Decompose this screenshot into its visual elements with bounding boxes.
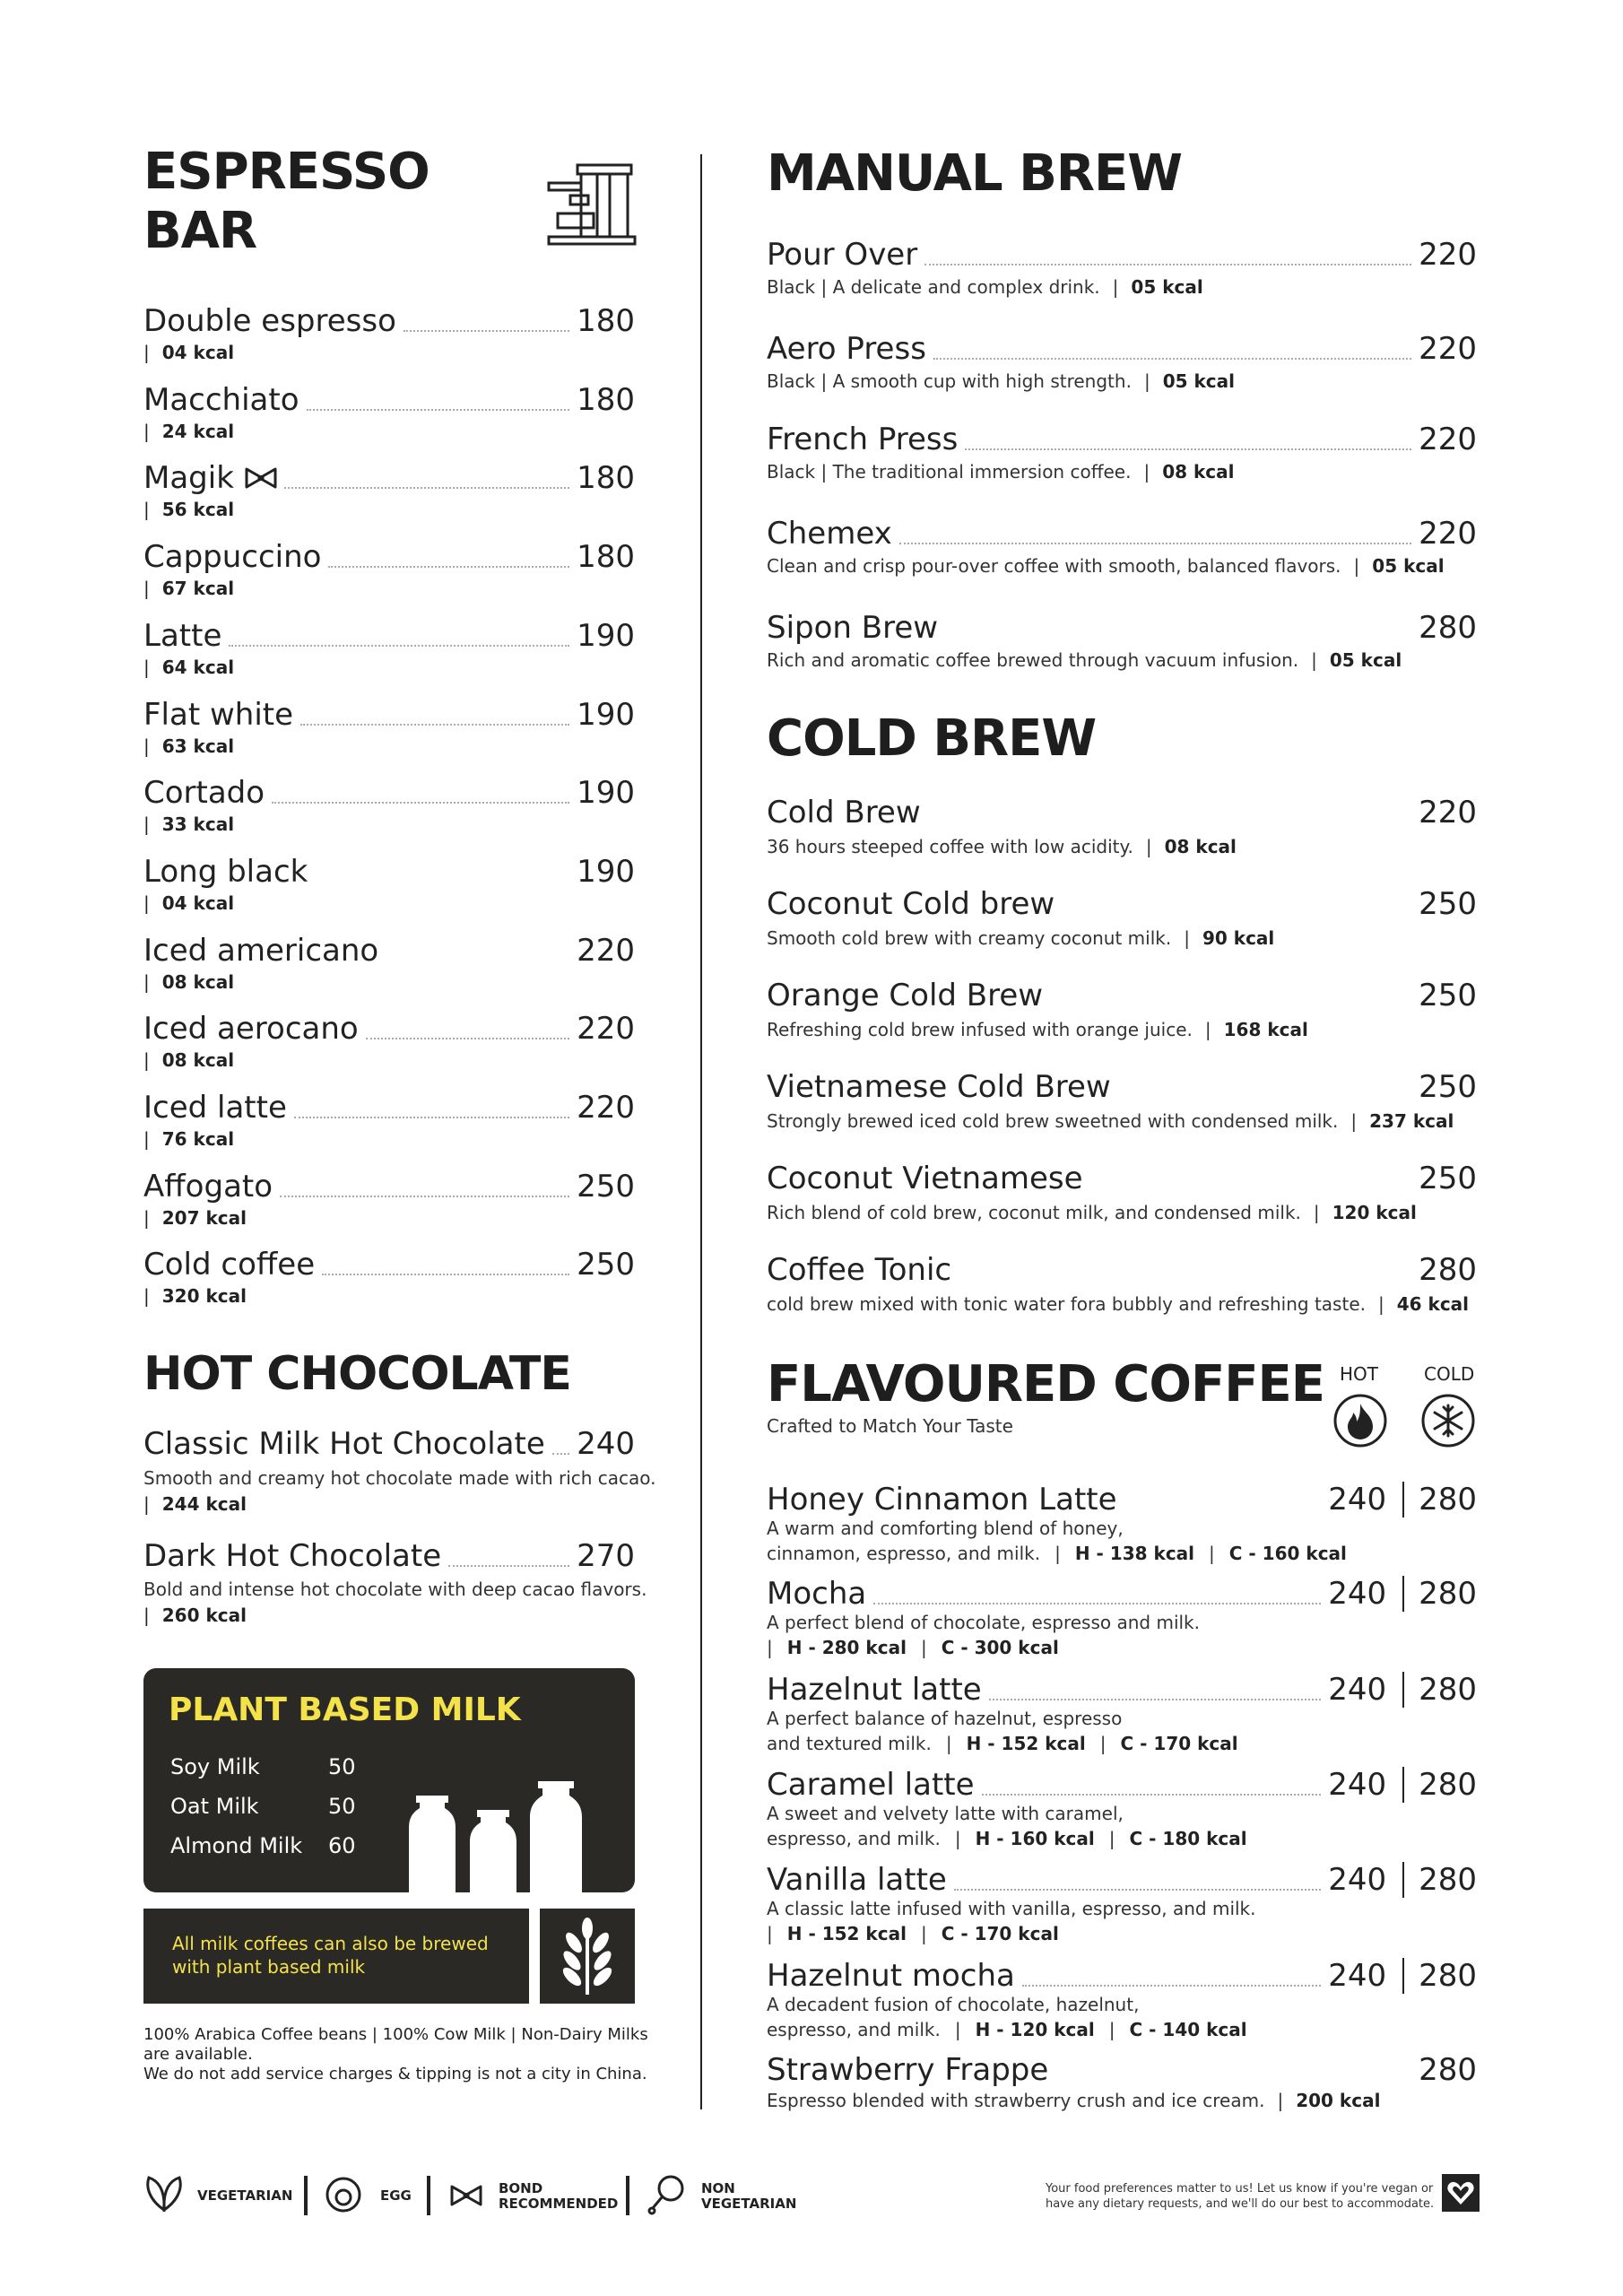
price-divider [1402, 1958, 1404, 1994]
item-description: cold brew mixed with tonic water fora bubbly and refreshing taste. | 46 kcal [767, 1293, 1470, 1315]
menu-item [143, 1426, 635, 1462]
hot-price: 240 [1328, 1767, 1387, 1803]
item-kcal: | 67 kcal [143, 578, 235, 600]
item-kcal: | 207 kcal [143, 1206, 247, 1229]
item-name: Iced americano [143, 932, 379, 969]
item-kcal: | H - 280 kcal | C - 300 kcal [767, 1637, 1059, 1658]
dot-leader [1022, 1985, 1321, 1987]
item-description: Strongly brewed iced cold brew sweetned with condensed milk. | 237 kcal [767, 1110, 1454, 1132]
item-description: A perfect balance of hazelnut, espresso [767, 1708, 1123, 1729]
item-name: Hazelnut latte [767, 1672, 982, 1708]
menu-item [143, 1247, 635, 1283]
item-price: 190 [577, 696, 635, 733]
item-kcal: | 04 kcal [143, 891, 235, 914]
plant-milk-box [143, 1668, 635, 1892]
item-description: A perfect blend of chocolate, espresso and milk. [767, 1612, 1200, 1633]
menu-item [767, 237, 1477, 273]
egg-icon [325, 2176, 362, 2213]
plant-milk-name: Oat Milk [170, 1794, 259, 1819]
legend-nonveg-2: VEGETARIAN [701, 2196, 797, 2212]
legend-vegetarian: VEGETARIAN [197, 2187, 293, 2204]
plant-note-box [143, 1909, 529, 2004]
item-name: Iced latte [143, 1090, 287, 1126]
item-price: 220 [577, 1090, 635, 1126]
flavoured-title: FLAVOURED COFFEE [767, 1355, 1324, 1413]
item-price: 220 [577, 932, 635, 969]
dot-leader [989, 1699, 1321, 1700]
bow-tie-icon [450, 2185, 482, 2206]
dot-leader [294, 1117, 569, 1118]
bow-tie-icon [245, 467, 277, 489]
price-divider [1402, 1672, 1404, 1708]
menu-item [143, 854, 635, 890]
footnote-line2: are available. [143, 2045, 253, 2064]
item-price: 250 [1419, 886, 1477, 922]
plant-note: All milk coffees can also be brewed with plant based milk [172, 1933, 489, 1978]
hot-price: 240 [1328, 1958, 1387, 1994]
item-name: Vanilla latte [767, 1862, 947, 1898]
dot-leader [404, 330, 569, 332]
item-name: Coconut Vietnamese [767, 1161, 1083, 1196]
item-name: Aero Press [767, 331, 926, 367]
item-description: Smooth cold brew with creamy coconut milk. | 90 kcal [767, 927, 1275, 949]
item-price: 280 [1419, 610, 1477, 646]
dot-leader [965, 448, 1411, 450]
legend-egg: EGG [380, 2187, 412, 2204]
cold-price: 280 [1419, 1862, 1477, 1898]
item-name: Strawberry Frappe [767, 2052, 1049, 2088]
menu-item [143, 775, 635, 811]
item-description: A classic latte infused with vanilla, espresso, and milk. [767, 1898, 1256, 1919]
cold-price: 280 [1419, 1767, 1477, 1803]
item-description: Clean and crisp pour-over coffee with smooth, balanced flavors. | 05 kcal [767, 555, 1445, 577]
item-description: 36 hours steeped coffee with low acidity. | 08 kcal [767, 836, 1237, 857]
flavoured-subtitle: Crafted to Match Your Taste [767, 1415, 1013, 1437]
item-name: Cappuccino [143, 539, 322, 576]
item-name: Magik [143, 460, 234, 497]
item-name: Long black [143, 853, 308, 890]
menu-item [143, 1090, 635, 1126]
dot-leader [873, 1603, 1321, 1605]
item-kcal: | 24 kcal [143, 420, 235, 442]
dot-leader [933, 358, 1411, 360]
item-kcal: | 260 kcal [143, 1605, 247, 1626]
item-name: Coconut Cold brew [767, 886, 1055, 922]
item-description: A warm and comforting blend of honey, [767, 1518, 1124, 1539]
menu-item [143, 382, 635, 418]
menu-item [767, 422, 1477, 457]
plant-milk-name: Almond Milk [170, 1833, 303, 1858]
menu-item [143, 618, 635, 654]
legend-bond-1: BOND [499, 2180, 543, 2196]
item-price: 180 [577, 303, 635, 339]
item-description: Black | A smooth cup with high strength. | 05 kcal [767, 370, 1235, 392]
item-price: 220 [1419, 795, 1477, 831]
cold-price: 280 [1419, 1958, 1477, 1994]
item-description: Refreshing cold brew infused with orange juice. | 168 kcal [767, 1019, 1308, 1040]
item-kcal: espresso, and milk. | H - 160 kcal | C - 180 kcal [767, 1828, 1247, 1849]
item-name: Honey Cinnamon Latte [767, 1482, 1117, 1518]
item-price: 220 [1419, 237, 1477, 273]
menu-item [143, 1011, 635, 1047]
dot-leader [280, 1196, 569, 1197]
item-name: Iced aerocano [143, 1011, 359, 1048]
item-name: Hazelnut mocha [767, 1958, 1015, 1994]
item-name: Macchiato [143, 381, 299, 418]
item-description: Smooth and creamy hot chocolate made with rich cacao. [143, 1467, 656, 1489]
item-price: 250 [1419, 1161, 1477, 1196]
cold-brew-title: COLD BREW [767, 709, 1097, 768]
menu-item [767, 331, 1477, 367]
dot-leader [954, 1889, 1321, 1891]
item-price: 180 [577, 460, 635, 497]
dot-leader [982, 1794, 1322, 1796]
item-name: Vietnamese Cold Brew [767, 1069, 1111, 1105]
item-price: 280 [1419, 1252, 1477, 1288]
cold-snowflake-icon [1420, 1393, 1476, 1448]
item-price: 220 [577, 1011, 635, 1048]
price-divider [1402, 1862, 1404, 1898]
plant-milk-price: 50 [328, 1794, 356, 1819]
column-divider [700, 154, 702, 2109]
item-name: Cortado [143, 775, 265, 812]
plant-milk-price: 50 [328, 1754, 356, 1779]
item-kcal: | 08 kcal [143, 970, 235, 993]
item-kcal: | 76 kcal [143, 1128, 235, 1150]
espresso-title-line2: BAR [143, 202, 257, 260]
item-name: Classic Milk Hot Chocolate [143, 1426, 545, 1462]
drumstick-icon [647, 2174, 685, 2215]
manual-brew-title: MANUAL BREW [767, 144, 1183, 203]
menu-item [767, 1252, 1477, 1288]
menu-item [767, 516, 1477, 552]
dot-leader [307, 409, 570, 411]
item-kcal: | 04 kcal [143, 342, 235, 363]
item-name: Cold coffee [143, 1247, 316, 1283]
cold-price: 280 [1419, 1576, 1477, 1612]
menu-item [143, 460, 635, 496]
item-description: Black | A delicate and complex drink. | 05 kcal [767, 276, 1203, 298]
menu-item [767, 610, 1477, 646]
dot-leader [448, 1565, 569, 1567]
item-price: 250 [1419, 978, 1477, 1013]
price-divider [1402, 1767, 1404, 1803]
dot-leader [552, 1453, 569, 1455]
item-description: Bold and intense hot chocolate with deep cacao flavors. [143, 1578, 647, 1600]
item-description: Black | The traditional immersion coffee. | 08 kcal [767, 461, 1235, 483]
dot-leader [366, 1038, 569, 1039]
item-kcal: | 320 kcal [143, 1285, 247, 1308]
item-price: 280 [1419, 2052, 1477, 2088]
item-price: 250 [1419, 1069, 1477, 1105]
item-name: Latte [143, 617, 222, 654]
cold-price: 280 [1419, 1672, 1477, 1708]
item-price: 220 [1419, 422, 1477, 457]
item-name: Flat white [143, 696, 294, 733]
preference-note-2: have any dietary requests, and we'll do our best to accommodate. [1046, 2197, 1435, 2211]
footnote-line1: 100% Arabica Coffee beans | 100% Cow Milk | Non-Dairy Milks [143, 2025, 648, 2044]
wheat-icon [556, 1918, 619, 1995]
item-name: Sipon Brew [767, 610, 939, 646]
item-description: Rich and aromatic coffee brewed through vacuum infusion. | 05 kcal [767, 649, 1402, 671]
hot-label: HOT [1340, 1363, 1378, 1385]
legend-bond-2: RECOMMENDED [499, 2196, 619, 2212]
espresso-title-line1: ESPRESSO [143, 143, 430, 201]
legend-separator [427, 2176, 430, 2215]
item-kcal: | H - 152 kcal | C - 170 kcal [767, 1923, 1059, 1944]
item-name: Dark Hot Chocolate [143, 1538, 442, 1574]
cold-label: COLD [1424, 1363, 1475, 1385]
hot-flame-icon [1332, 1393, 1388, 1448]
price-divider [1402, 1482, 1404, 1518]
hot-price: 240 [1328, 1482, 1387, 1518]
item-description: Rich blend of cold brew, coconut milk, and condensed milk. | 120 kcal [767, 1202, 1417, 1223]
menu-item [767, 2052, 1477, 2088]
dot-leader [899, 543, 1411, 544]
item-name: Caramel latte [767, 1767, 975, 1803]
plant-milk-name: Soy Milk [170, 1754, 260, 1779]
item-kcal: | 63 kcal [143, 735, 235, 757]
item-name: Chemex [767, 516, 892, 552]
price-divider [1402, 1576, 1404, 1612]
menu-item [767, 1482, 1477, 1518]
hot-price: 240 [1328, 1862, 1387, 1898]
item-price: 270 [577, 1538, 635, 1574]
item-description: A sweet and velvety latte with caramel, [767, 1803, 1124, 1824]
item-name: Affogato [143, 1168, 273, 1205]
menu-item [767, 1161, 1477, 1196]
item-name: French Press [767, 422, 959, 457]
espresso-machine-icon [542, 161, 638, 251]
item-kcal: espresso, and milk. | H - 120 kcal | C - 140 kcal [767, 2019, 1247, 2040]
item-kcal: | 56 kcal [143, 499, 235, 521]
menu-item [767, 1576, 1477, 1612]
dot-leader [284, 487, 569, 489]
hot-price: 240 [1328, 1576, 1387, 1612]
legend-nonveg-1: NON [701, 2180, 735, 2196]
item-price: 250 [577, 1247, 635, 1283]
item-kcal: and textured milk. | H - 152 kcal | C - 170 kcal [767, 1733, 1238, 1754]
menu-item [767, 978, 1477, 1013]
dot-leader [229, 645, 569, 647]
item-price: 190 [577, 853, 635, 890]
item-name: Pour Over [767, 237, 918, 273]
menu-item [767, 795, 1477, 831]
menu-item [143, 933, 635, 969]
dot-leader [924, 264, 1411, 265]
menu-item [767, 1672, 1477, 1708]
item-kcal: | 244 kcal [143, 1493, 247, 1515]
preference-note-1: Your food preferences matter to us! Let us know if you're vegan or [1046, 2182, 1434, 2196]
dot-leader [328, 566, 569, 568]
menu-item [767, 1958, 1477, 1994]
item-kcal: | 64 kcal [143, 656, 235, 678]
menu-item [767, 886, 1477, 922]
item-price: 190 [577, 775, 635, 812]
item-kcal: cinnamon, espresso, and milk. | H - 138 kcal | C - 160 kcal [767, 1543, 1347, 1564]
item-kcal: | 33 kcal [143, 813, 235, 836]
item-price: 250 [577, 1168, 635, 1205]
cold-price: 280 [1419, 1482, 1477, 1518]
menu-item [767, 1069, 1477, 1105]
legend-separator [304, 2176, 308, 2215]
item-name: Mocha [767, 1576, 867, 1612]
item-description: A decadent fusion of chocolate, hazelnut, [767, 1994, 1140, 2015]
footnote-line3: We do not add service charges & tipping is not a city in China. [143, 2065, 647, 2083]
hot-price: 240 [1328, 1672, 1387, 1708]
item-price: 220 [1419, 331, 1477, 367]
menu-item [767, 1767, 1477, 1803]
item-name: Double espresso [143, 303, 396, 339]
menu-item [143, 1538, 635, 1574]
plant-milk-title: PLANT BASED MILK [169, 1692, 521, 1728]
item-name: Orange Cold Brew [767, 978, 1044, 1013]
item-price: 180 [577, 539, 635, 576]
plant-milk-price: 60 [328, 1833, 356, 1858]
menu-item [143, 697, 635, 733]
dot-leader [322, 1274, 569, 1275]
heart-badge-icon [1442, 2174, 1480, 2212]
menu-item [143, 303, 635, 339]
hot-chocolate-title: HOT CHOCOLATE [143, 1347, 571, 1401]
item-price: 190 [577, 617, 635, 654]
menu-item [143, 539, 635, 575]
item-description: Espresso blended with strawberry crush and ice cream. | 200 kcal [767, 2090, 1381, 2111]
milk-bottles-icon [404, 1781, 603, 1892]
item-name: Cold Brew [767, 795, 921, 831]
legend-separator [626, 2176, 629, 2215]
item-price: 180 [577, 381, 635, 418]
dot-leader [272, 802, 569, 804]
dot-leader [300, 724, 569, 726]
wheat-box [540, 1909, 635, 2004]
item-name: Coffee Tonic [767, 1252, 952, 1288]
item-kcal: | 08 kcal [143, 1049, 235, 1072]
vegetarian-leaf-icon [143, 2174, 185, 2212]
item-price: 240 [577, 1426, 635, 1462]
menu-item [143, 1169, 635, 1205]
item-price: 220 [1419, 516, 1477, 552]
menu-item [767, 1862, 1477, 1898]
